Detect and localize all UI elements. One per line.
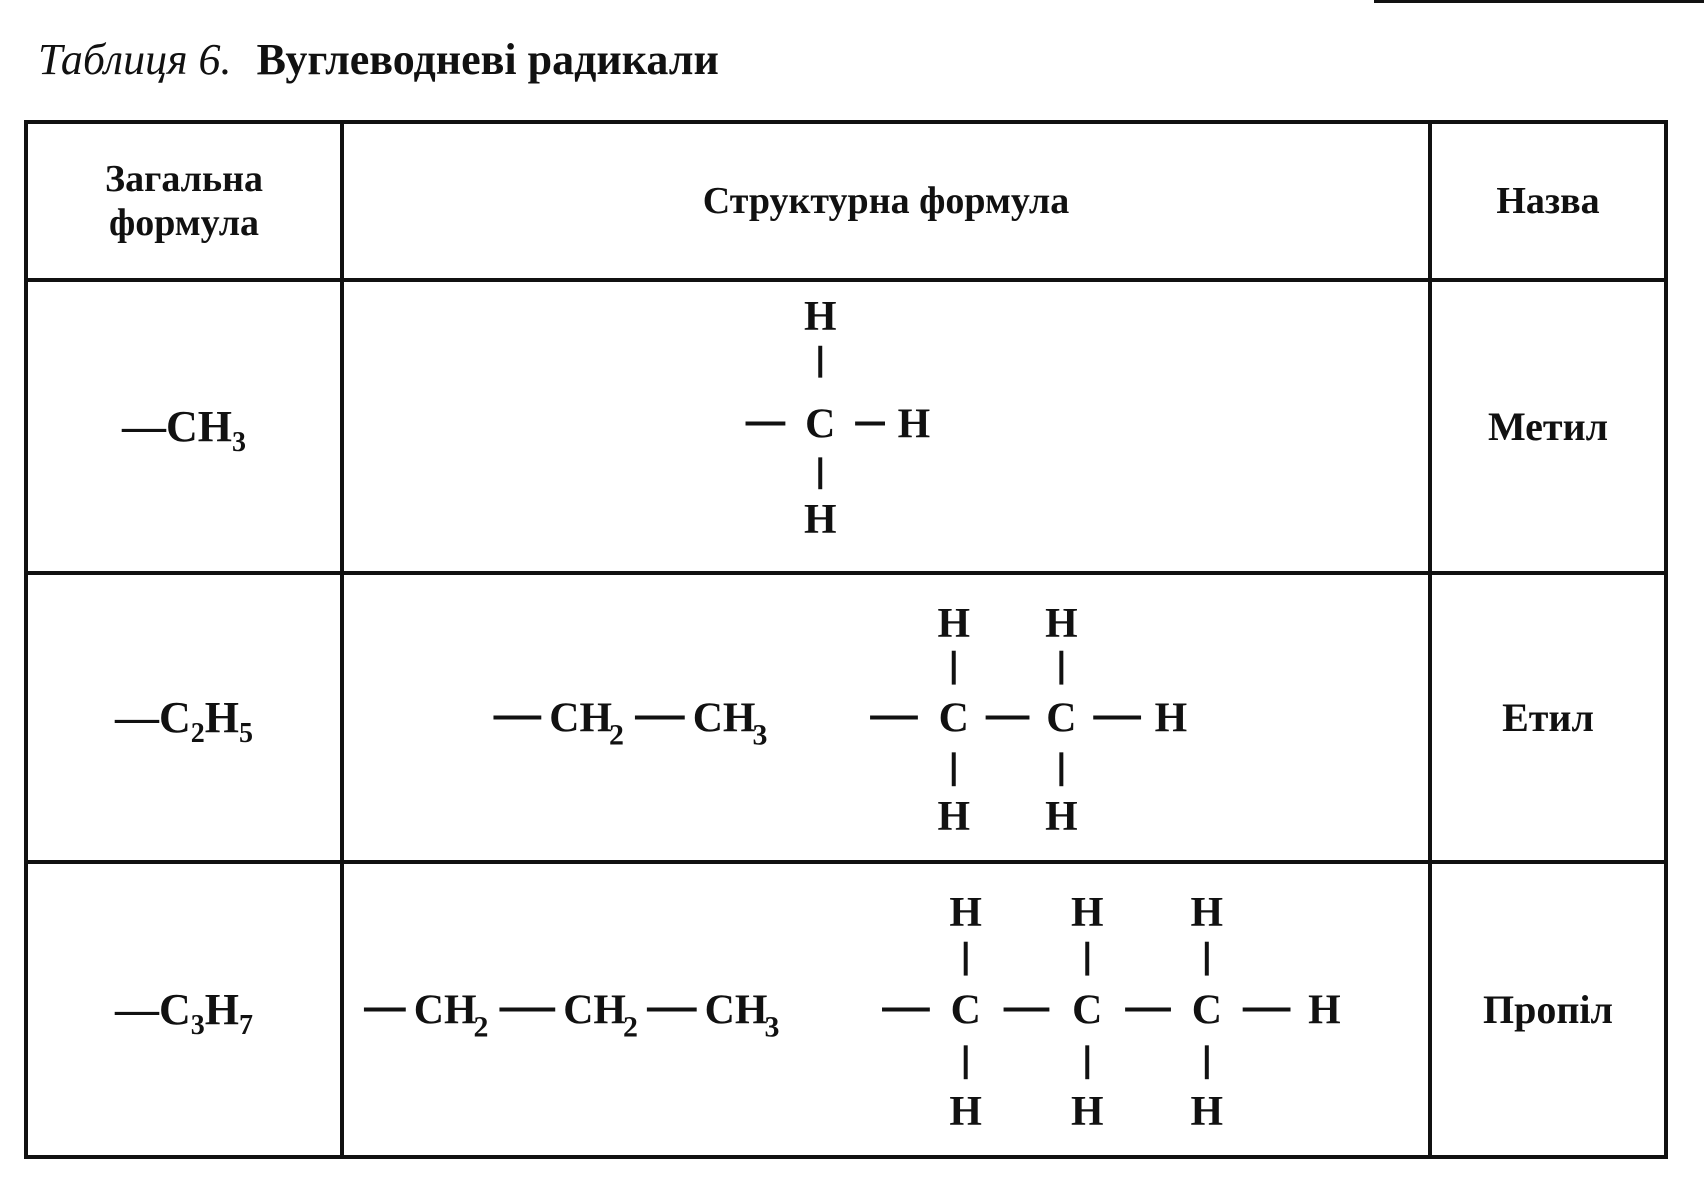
radical-name-propyl: Пропіл	[1430, 862, 1666, 1157]
svg-text:H: H	[937, 793, 971, 840]
radical-name-ethyl: Етил	[1430, 573, 1666, 862]
radical-name-methyl: Метил	[1430, 280, 1666, 573]
propyl-structure	[344, 864, 1428, 1155]
svg-text:H: H	[1070, 889, 1104, 936]
svg-text:H: H	[1190, 889, 1224, 936]
radicals-table	[24, 120, 1668, 1159]
general-formula-methyl: $—CH_3$	[26, 280, 342, 573]
svg-text:H: H	[949, 889, 982, 936]
group-ch2: CH	[549, 695, 613, 742]
svg-text:H: H	[1070, 1088, 1104, 1135]
table-row	[26, 280, 1666, 573]
structural-formula-methyl	[342, 280, 1430, 573]
header-name: Назва	[1430, 122, 1666, 280]
methyl-structure	[344, 282, 1428, 571]
svg-text:2: 2	[622, 1010, 638, 1044]
caption-label: Таблиця 6.	[38, 35, 232, 84]
svg-text:H: H	[1045, 793, 1078, 840]
formula-c3h7: $C_3H_7$	[158, 984, 253, 1041]
svg-text:2: 2	[609, 718, 624, 752]
structural-formula-propyl	[342, 862, 1430, 1157]
svg-text:H: H	[1045, 600, 1078, 647]
svg-text:H: H	[1190, 1088, 1224, 1135]
table-caption	[38, 34, 719, 85]
general-formula-propyl: $—C_3H_7$	[26, 862, 342, 1157]
svg-text:3: 3	[752, 718, 768, 752]
svg-text:C: C	[938, 695, 969, 742]
header-structural-formula: Структурна формула	[342, 122, 1430, 280]
general-formula-ethyl: $—C_2H_5$	[26, 573, 342, 862]
svg-text:C: C	[1046, 695, 1077, 742]
svg-text:CH: CH	[704, 987, 768, 1034]
table-row	[26, 573, 1666, 862]
svg-text:C: C	[950, 987, 981, 1034]
structural-formula-ethyl	[342, 573, 1430, 862]
atom-c: C	[805, 401, 836, 448]
svg-text:H: H	[949, 1088, 982, 1135]
caption-title: Вуглеводневі радикали	[256, 35, 719, 84]
corner-rule	[1374, 0, 1704, 3]
header-general-formula: Загальна формула	[26, 122, 342, 280]
svg-text:H: H	[1154, 695, 1188, 742]
svg-text:C: C	[1191, 987, 1222, 1034]
atom-h: H	[897, 401, 931, 448]
formula-ch3: $CH_3$	[166, 401, 246, 458]
group-ch3: CH	[692, 695, 756, 742]
svg-text:H: H	[1308, 987, 1341, 1034]
atom-h: H	[803, 293, 837, 340]
svg-text:CH: CH	[563, 987, 626, 1034]
svg-text:3: 3	[764, 1010, 780, 1044]
svg-text:CH: CH	[413, 987, 477, 1034]
svg-text:2: 2	[473, 1010, 489, 1044]
atom-h: H	[803, 497, 837, 544]
svg-text:H: H	[937, 600, 971, 647]
header-row	[26, 122, 1666, 280]
svg-text:C: C	[1072, 987, 1103, 1034]
ethyl-structure	[344, 575, 1428, 860]
formula-c2h5: $C_2H_5$	[158, 692, 253, 749]
table-row	[26, 862, 1666, 1157]
